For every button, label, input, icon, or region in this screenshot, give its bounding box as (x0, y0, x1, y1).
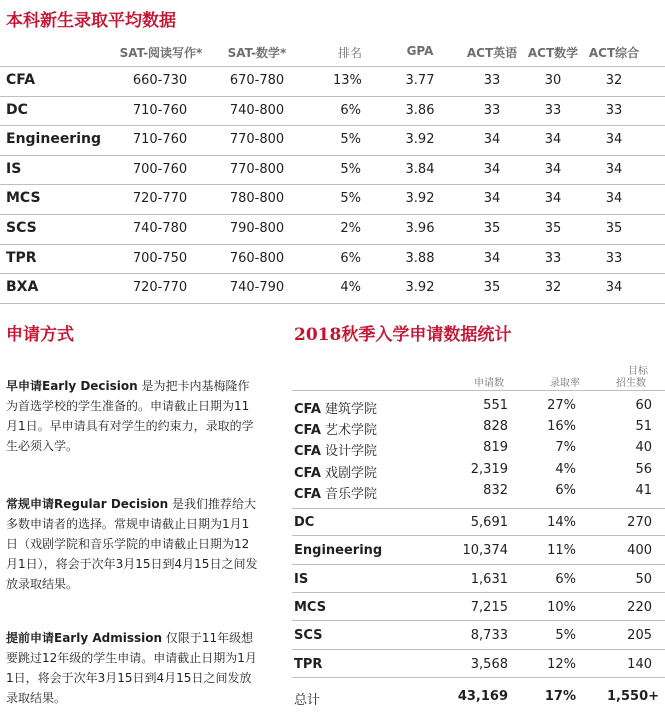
act-math-value: 35 (544, 221, 562, 236)
act-composite-value: 32 (605, 73, 623, 88)
target-value: 40 (635, 440, 652, 456)
school-name: 戏剧学院 (325, 465, 378, 481)
act-math-value: 34 (544, 191, 562, 207)
program-name: DC (6, 101, 28, 118)
program-code: CFA (294, 486, 321, 502)
act-math-value: 30 (544, 73, 562, 88)
program-name (294, 543, 382, 558)
rank-value: 13% (333, 73, 362, 88)
applicants-value: 43,169 (457, 689, 508, 704)
program-name (294, 628, 323, 643)
admit-rate-value: 6% (555, 482, 576, 498)
admit-rate-value: 16% (547, 419, 576, 435)
program-name (294, 440, 377, 459)
act-math-value: 33 (544, 102, 562, 118)
program-name (294, 515, 314, 530)
act-english-value: 34 (483, 191, 501, 207)
header-act-english: ACT英语 (466, 46, 518, 60)
program-name: CFA (6, 72, 36, 88)
program-code: CFA (294, 423, 321, 439)
sat-math-value: 740-800 (229, 102, 285, 118)
target-value: 400 (627, 543, 652, 559)
sat-reading-value: 740-780 (132, 221, 188, 236)
early-decision-text (6, 376, 261, 456)
sat-math-value: 670-780 (229, 73, 285, 88)
table2-row (292, 572, 665, 592)
sat-reading-value: 700-760 (132, 161, 188, 177)
program-code: CFA (294, 465, 321, 481)
admit-rate-value: 6% (555, 571, 576, 587)
sat-reading-value: 710-760 (132, 132, 188, 148)
table2-row-divider (292, 649, 665, 650)
table1-row (0, 126, 665, 155)
applicants-value: 832 (483, 482, 508, 498)
early-decision-desc: 是为把卡内基梅隆作为首选学校的学生准备的。申请截止日期为11月1日。早申请具有对学生的约束力，录取的学生必须入学。 (6, 379, 254, 453)
header-admit-rate: 录取率 (550, 378, 580, 389)
act-english-value: 34 (483, 161, 501, 177)
admit-rate-value: 12% (547, 656, 576, 672)
program-code: Engineering (294, 543, 383, 559)
gpa-value: 3.92 (405, 280, 435, 296)
application-stats-title: 2018秋季入学申请数据统计 (294, 325, 512, 345)
header-sat-math: SAT-数学* (227, 46, 287, 60)
act-english-value: 33 (483, 73, 501, 88)
target-value: 220 (627, 599, 652, 615)
admit-rate-value: 14% (547, 515, 576, 530)
table2-row (292, 657, 665, 677)
target-value: 1,550+ (607, 689, 660, 704)
header-sat-reading: SAT-阅读写作* (119, 46, 203, 60)
admit-rate-value: 4% (555, 461, 576, 477)
school-name: 音乐学院 (325, 486, 378, 502)
table1-row (0, 185, 665, 214)
act-composite-value: 34 (605, 161, 623, 177)
admit-rate-value: 11% (547, 543, 576, 559)
table1-row (0, 97, 665, 126)
early-admission-desc: 仅限于11年级想要跳过12年级的学生申请。申请截止日期为1月1日，将会于次年3月15日到4月15日之间发放录取结果。 (6, 631, 257, 705)
header-target-line1: 目标 (628, 366, 648, 377)
program-name (294, 572, 308, 587)
early-admission-label: 提前申请Early Admission (6, 631, 163, 645)
program-name (294, 689, 320, 708)
sat-math-value: 760-800 (229, 250, 285, 266)
act-composite-value: 35 (605, 221, 623, 236)
target-value: 205 (627, 628, 652, 644)
sat-math-value: 780-800 (229, 191, 285, 207)
program-name: IS (6, 160, 22, 177)
application-methods-title: 申请方式 (6, 325, 74, 345)
program-name (294, 398, 377, 417)
program-name (294, 419, 377, 438)
cfa-school-row (292, 483, 665, 503)
cfa-school-row (292, 419, 665, 439)
table1-row-divider (0, 303, 665, 304)
gpa-value: 3.84 (405, 161, 435, 177)
program-name: Engineering (6, 131, 101, 148)
program-code: CFA (294, 444, 321, 460)
act-english-value: 35 (483, 221, 501, 236)
admission-stats-title: 本科新生录取平均数据 (6, 11, 176, 31)
header-applicants: 申请数 (474, 378, 504, 389)
table2-row (292, 689, 665, 709)
cfa-school-row (292, 398, 665, 418)
gpa-value: 3.92 (405, 132, 435, 148)
act-composite-value: 34 (605, 191, 623, 207)
header-act-composite: ACT综合 (588, 46, 640, 60)
applicants-value: 3,568 (470, 656, 508, 672)
rank-value: 4% (340, 280, 361, 296)
applicants-value: 819 (483, 440, 508, 456)
table1-row (0, 67, 665, 96)
rank-value: 2% (340, 221, 361, 236)
program-name (294, 600, 326, 615)
program-code: IS (294, 571, 309, 587)
sat-reading-value: 700-750 (132, 250, 188, 266)
act-composite-value: 34 (605, 280, 623, 296)
applicants-value: 7,215 (470, 599, 508, 615)
sat-reading-value: 720-770 (132, 280, 188, 296)
applicants-value: 2,319 (470, 461, 508, 477)
gpa-value: 3.92 (405, 191, 435, 207)
act-english-value: 33 (483, 102, 501, 118)
header-target-line2: 招生数 (616, 378, 646, 389)
table2-row-divider (292, 508, 665, 509)
admit-rate-value: 10% (547, 599, 576, 615)
program-name (294, 462, 377, 481)
table2-row-divider (292, 677, 665, 678)
target-value: 140 (627, 656, 652, 672)
admit-rate-value: 5% (555, 628, 576, 644)
program-name (294, 483, 377, 502)
admit-rate-value: 17% (544, 689, 576, 704)
sat-reading-value: 660-730 (132, 73, 188, 88)
sat-math-value: 770-800 (229, 132, 285, 148)
target-value: 56 (635, 461, 652, 477)
program-code: CFA (294, 402, 321, 417)
program-name (294, 657, 322, 672)
school-name: 建筑学院 (325, 402, 378, 417)
rank-value: 5% (340, 161, 361, 177)
program-code: MCS (294, 599, 327, 615)
target-value: 60 (635, 398, 652, 413)
cfa-school-row (292, 462, 665, 482)
target-value: 51 (635, 419, 652, 435)
sat-math-value: 770-800 (229, 161, 285, 177)
sat-reading-value: 720-770 (132, 191, 188, 207)
header-rank: 排名 (337, 46, 362, 60)
applicants-value: 5,691 (470, 515, 508, 530)
table2-row (292, 543, 665, 563)
early-decision-label: 早申请Early Decision (6, 379, 138, 393)
table2-row-divider (292, 535, 665, 536)
gpa-value: 3.96 (405, 221, 435, 236)
act-composite-value: 34 (605, 132, 623, 148)
program-name: BXA (6, 279, 39, 296)
table2-row-divider (292, 620, 665, 621)
program-code: SCS (294, 628, 323, 644)
act-math-value: 33 (544, 250, 562, 266)
regular-decision-label: 常规申请Regular Decision (6, 497, 169, 511)
applicants-value: 10,374 (462, 543, 508, 559)
gpa-value: 3.77 (405, 73, 435, 88)
rank-value: 6% (340, 250, 361, 266)
applicants-value: 551 (483, 398, 508, 413)
sat-math-value: 740-790 (229, 280, 285, 296)
program-name: SCS (6, 220, 37, 236)
applicants-value: 8,733 (470, 628, 508, 644)
act-english-value: 34 (483, 250, 501, 266)
act-math-value: 32 (544, 280, 562, 296)
table2-row (292, 628, 665, 648)
program-name: TPR (6, 249, 37, 266)
act-math-value: 34 (544, 161, 562, 177)
target-value: 270 (627, 515, 652, 530)
table1-row (0, 215, 665, 244)
header-gpa: GPA (406, 44, 434, 58)
header-act-math: ACT数学 (527, 46, 579, 60)
regular-decision-text (6, 494, 261, 594)
target-value: 41 (635, 482, 652, 498)
admit-rate-value: 27% (547, 398, 576, 413)
table2-header-divider (292, 390, 665, 391)
program-name: MCS (6, 190, 41, 207)
sat-math-value: 790-800 (229, 221, 285, 236)
applicants-value: 828 (483, 419, 508, 435)
table1-row (0, 274, 665, 303)
program-code: 总计 (294, 693, 321, 708)
gpa-value: 3.88 (405, 250, 435, 266)
act-english-value: 35 (483, 280, 501, 296)
rank-value: 5% (340, 132, 361, 148)
applicants-value: 1,631 (470, 571, 508, 587)
program-code: TPR (294, 656, 323, 672)
sat-reading-value: 710-760 (132, 102, 188, 118)
table2-row (292, 600, 665, 620)
table1-row (0, 156, 665, 185)
act-english-value: 34 (483, 132, 501, 148)
rank-value: 5% (340, 191, 361, 207)
act-composite-value: 33 (605, 102, 623, 118)
cfa-school-row (292, 440, 665, 460)
program-code: DC (294, 515, 315, 530)
table2-row-divider (292, 564, 665, 565)
school-name: 设计学院 (325, 444, 378, 460)
gpa-value: 3.86 (405, 102, 435, 118)
school-name: 艺术学院 (325, 423, 378, 439)
rank-value: 6% (340, 102, 361, 118)
admit-rate-value: 7% (555, 440, 576, 456)
regular-decision-desc: 是我们推荐给大多数申请者的选择。常规申请截止日期为1月1日（戏剧学院和音乐学院的申请截止日期为12月1日），将会于次年3月15日到4月15日之间发放录取结果。 (6, 497, 258, 591)
table2-row (292, 515, 665, 535)
table2-row-divider (292, 592, 665, 593)
act-composite-value: 33 (605, 250, 623, 266)
target-value: 50 (635, 571, 652, 587)
act-math-value: 34 (544, 132, 562, 148)
early-admission-text (6, 628, 261, 708)
table1-row (0, 245, 665, 274)
